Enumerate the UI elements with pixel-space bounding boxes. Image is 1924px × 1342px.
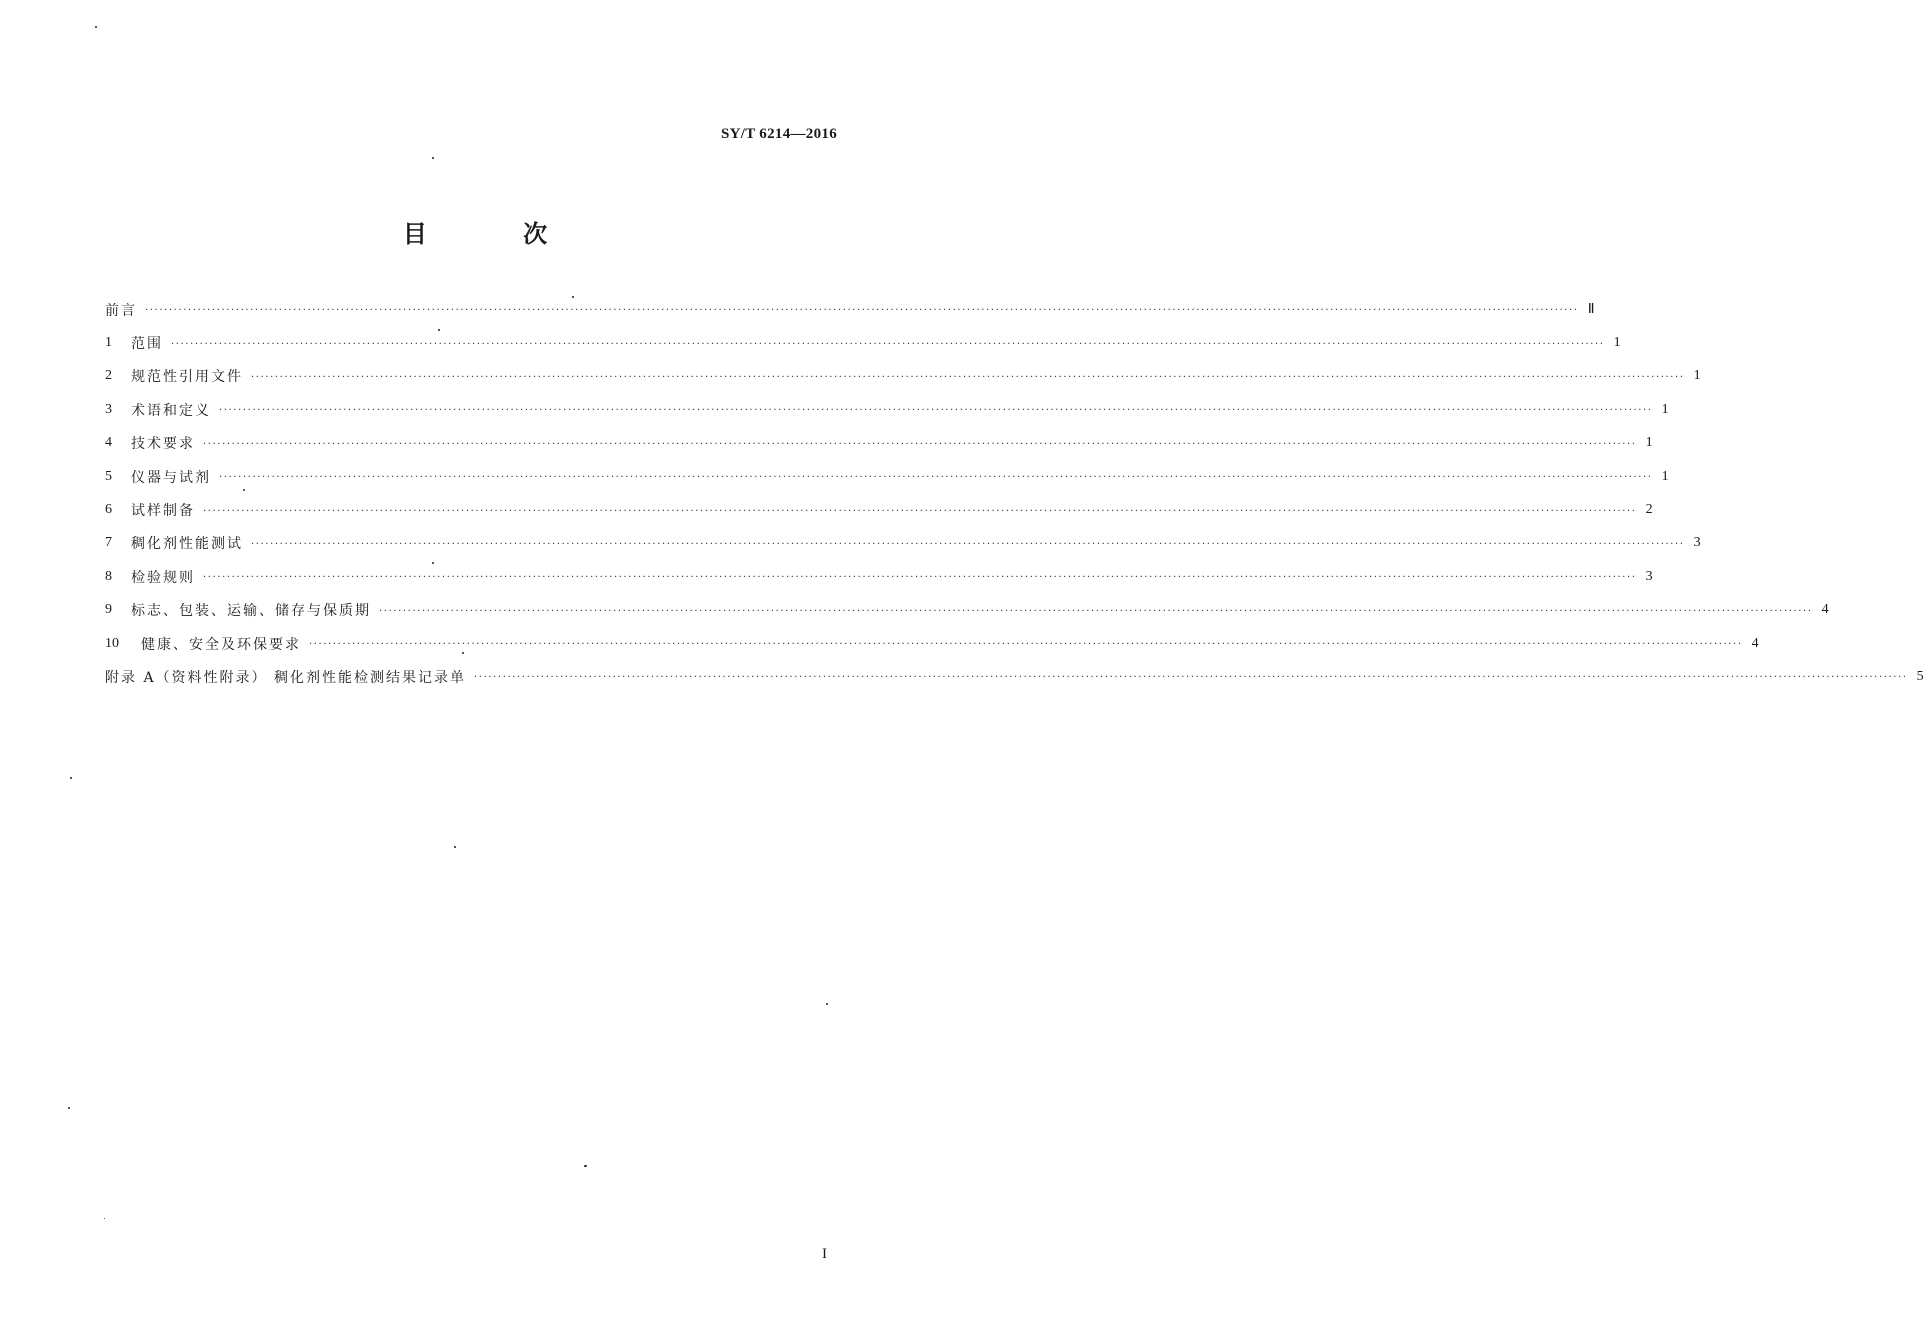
toc-entry-label: 仪器与试剂 <box>131 469 211 486</box>
scan-speck <box>462 652 464 654</box>
toc-entry-appendix-a[interactable] <box>105 660 1924 693</box>
toc-entry-number: 7 <box>105 535 112 551</box>
toc-entry-number: 1 <box>105 335 112 351</box>
toc-leader-dots: ············································································································································································································································································································ <box>251 371 1685 383</box>
scan-speck <box>104 1218 105 1219</box>
toc-entry-3[interactable] <box>105 393 1669 426</box>
toc-entry-label: 范围 <box>131 336 163 353</box>
toc-leader-dots: ············································································································································································································································································································ <box>309 639 1743 651</box>
page-number: I <box>822 1246 827 1262</box>
toc-entry-label: 检验规则 <box>131 569 195 586</box>
toc-entry-page: 3 <box>1645 568 1653 584</box>
toc-entry-label: 附录 A（资料性附录） 稠化剂性能检测结果记录单 <box>105 669 467 686</box>
toc-entry-page: 5 <box>1916 668 1924 684</box>
toc-entry-foreword[interactable] <box>105 293 1595 326</box>
toc-entry-label: 稠化剂性能测试 <box>131 536 243 553</box>
scan-speck <box>70 777 72 779</box>
toc-leader-dots: ············································································································································································································································································································ <box>171 338 1605 350</box>
scan-speck <box>243 489 245 491</box>
toc-leader-dots: ············································································································································································································································································································ <box>379 605 1813 617</box>
toc-entry-number: 6 <box>105 502 112 518</box>
scan-speck <box>432 157 434 159</box>
toc-entry-label: 规范性引用文件 <box>131 369 243 386</box>
toc-entry-label: 术语和定义 <box>131 402 211 419</box>
toc-entry-6[interactable] <box>105 493 1653 526</box>
toc-entry-page: 2 <box>1645 502 1653 518</box>
toc-entry-number: 9 <box>105 602 112 618</box>
toc-entry-page: 4 <box>1821 602 1829 618</box>
toc-leader-dots: ············································································································································································································································································································ <box>219 472 1653 484</box>
toc-entry-label: 标志、包装、运输、储存与保质期 <box>131 603 371 620</box>
toc-entry-page: 3 <box>1693 535 1701 551</box>
scan-speck <box>432 562 434 564</box>
toc-entry-page: 1 <box>1645 435 1653 451</box>
toc-entry-2[interactable] <box>105 360 1701 393</box>
toc-entry-number: 3 <box>105 401 112 417</box>
toc-entry-label: 试样制备 <box>131 503 195 520</box>
toc-entry-8[interactable] <box>105 560 1653 593</box>
toc-entry-number: 2 <box>105 368 112 384</box>
toc-entry-4[interactable] <box>105 427 1653 460</box>
toc-leader-dots: ············································································································································································································································································································ <box>145 305 1579 317</box>
toc-entry-page: 1 <box>1661 468 1669 484</box>
page-title: 目 次 <box>402 220 592 248</box>
toc-entry-10[interactable] <box>105 627 1759 660</box>
toc-entry-page: Ⅱ <box>1587 302 1595 318</box>
toc-entry-label: 技术要求 <box>131 436 195 453</box>
toc-leader-dots: ············································································································································································································································································································ <box>203 505 1637 517</box>
toc-leader-dots: ············································································································································································································································································································ <box>203 438 1637 450</box>
toc-leader-dots: ············································································································································································································································································································ <box>251 538 1685 550</box>
toc-leader-dots: ············································································································································································································································································································ <box>203 572 1637 584</box>
toc-entry-1[interactable] <box>105 326 1621 359</box>
scan-speck <box>826 1003 828 1005</box>
toc-entry-page: 1 <box>1613 335 1621 351</box>
scan-speck <box>438 329 440 331</box>
scan-speck <box>454 846 456 848</box>
scan-speck <box>572 296 574 298</box>
toc-entry-number: 8 <box>105 568 112 584</box>
toc-entry-number: 10 <box>105 635 119 651</box>
scan-speck <box>95 26 97 28</box>
toc-entry-label: 前言 <box>105 302 137 319</box>
scan-speck <box>68 1107 70 1109</box>
toc-leader-dots: ············································································································································································································································································································ <box>219 405 1653 417</box>
toc-entry-number: 5 <box>105 468 112 484</box>
toc-entry-9[interactable] <box>105 594 1829 627</box>
table-of-contents <box>105 293 1924 694</box>
toc-entry-page: 1 <box>1693 368 1701 384</box>
standard-code: SY/T 6214—2016 <box>720 126 837 142</box>
toc-entry-page: 4 <box>1751 635 1759 651</box>
toc-leader-dots: ············································································································································································································································································································ <box>474 672 1908 684</box>
scan-speck <box>584 1165 587 1167</box>
toc-entry-page: 1 <box>1661 401 1669 417</box>
toc-entry-number: 4 <box>105 435 112 451</box>
toc-entry-label: 健康、安全及环保要求 <box>141 636 301 653</box>
toc-entry-5[interactable] <box>105 460 1669 493</box>
toc-entry-7[interactable] <box>105 527 1701 560</box>
